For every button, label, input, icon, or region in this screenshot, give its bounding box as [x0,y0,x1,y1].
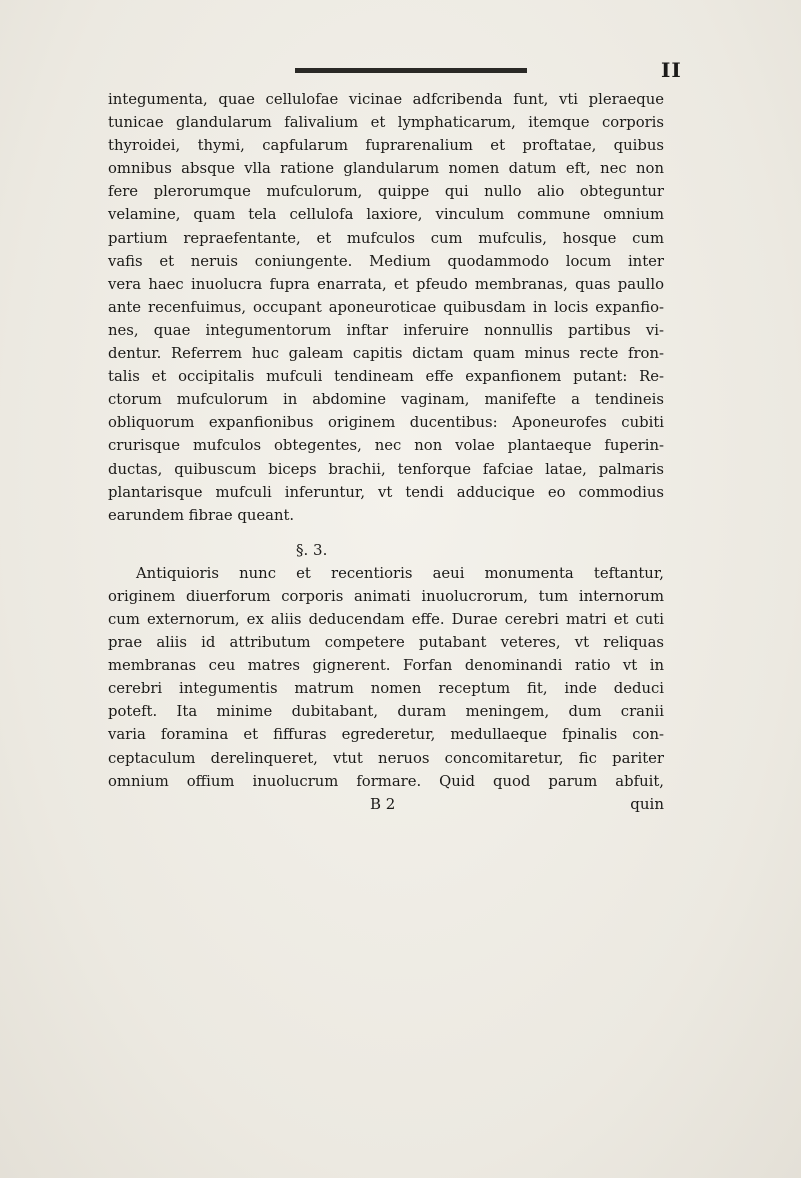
paragraph-gap [108,527,664,539]
text-line: vera haec inuolucra fupra enarrata, et pfeudo membranas, quas paullo [108,275,664,293]
text-line: ante recenfuimus, occupant aponeuroticae quibusdam in locis expanfio- [108,298,664,316]
text-line: prae aliis id attributum competere putabant veteres, vt reliquas [108,634,664,652]
text-line: vafis et neruis coniungente. Medium quodammodo locum inter [108,252,664,270]
text-line: originem diuerforum corporis animati inuolucrorum, tum internorum [108,587,664,605]
text-line: plantarisque mufculi inferuntur, vt tendi adducique eo commodius [108,483,664,501]
text-line: omnibus absque vlla ratione glandularum nomen datum eft, nec non [108,160,664,178]
header-rule [295,68,527,73]
signature-mark: B 2 [370,794,396,813]
catchword: quin [630,794,664,813]
text-line: dentur. Referrem huc galeam capitis dictam quam minus recte fron- [108,345,664,363]
main-text [108,88,664,816]
page-number: II [661,58,682,82]
text-line: ductas, quibuscum biceps brachii, tenforque fafciae latae, palmaris [108,460,664,478]
text-line: poteft. Ita minime dubitabant, duram meningem, dum cranii [108,703,664,721]
text-line: talis et occipitalis mufculi tendineam effe expanfionem putant: Re- [108,368,664,386]
text-line: varia foramina et fiffuras egrederetur, medullaeque fpinalis con- [108,726,664,744]
text-line: ceptaculum derelinqueret, vtut neruos concomitaretur, fic pariter [108,749,664,767]
text-line: tunicae glandularum falivalium et lymphaticarum, itemque corporis [108,114,664,132]
text-line: integumenta, quae cellulofae vicinae adfcribenda funt, vti pleraeque [108,91,664,108]
text-line: Antiquioris nunc et recentioris aeui monumenta teftantur, [136,564,664,582]
text-line: cerebri integumentis matrum nomen receptum fit, inde deduci [108,680,664,698]
text-line: ctorum mufculorum in abdomine vaginam, manifefte a tendineis [108,391,664,409]
paragraph-1 [108,88,664,527]
text-line: crurisque mufculos obtegentes, nec non volae plantaeque fuperin- [108,437,664,455]
footer-line [108,793,664,816]
text-line: thyroidei, thymi, capfularum fuprarenalium et proftatae, quibus [108,137,664,155]
text-line: cum externorum, ex aliis deducendam effe. Durae cerebri matri et cuti [108,610,664,628]
text-line: omnium offium inuolucrum formare. Quid quod parum abfuit, [108,772,664,790]
text-line: nes, quae integumentorum inftar inferuire nonnullis partibus vi- [108,321,664,339]
text-line: fere plerorumque mufculorum, quippe qui nullo alio obteguntur [108,183,664,201]
text-line: earundem fibrae queant. [108,506,295,524]
section-heading: §. 3. [296,540,328,559]
text-line: velamine, quam tela cellulofa laxiore, vinculum commune omnium [108,206,664,224]
text-line: obliquorum expanfionibus originem ducentibus: Aponeurofes cubiti [108,414,664,432]
text-line: partium repraefentante, et mufculos cum mufculis, hosque cum [108,229,664,247]
paragraph-2 [108,562,664,793]
text-line: membranas ceu matres gignerent. Forfan denominandi ratio vt in [108,657,664,675]
